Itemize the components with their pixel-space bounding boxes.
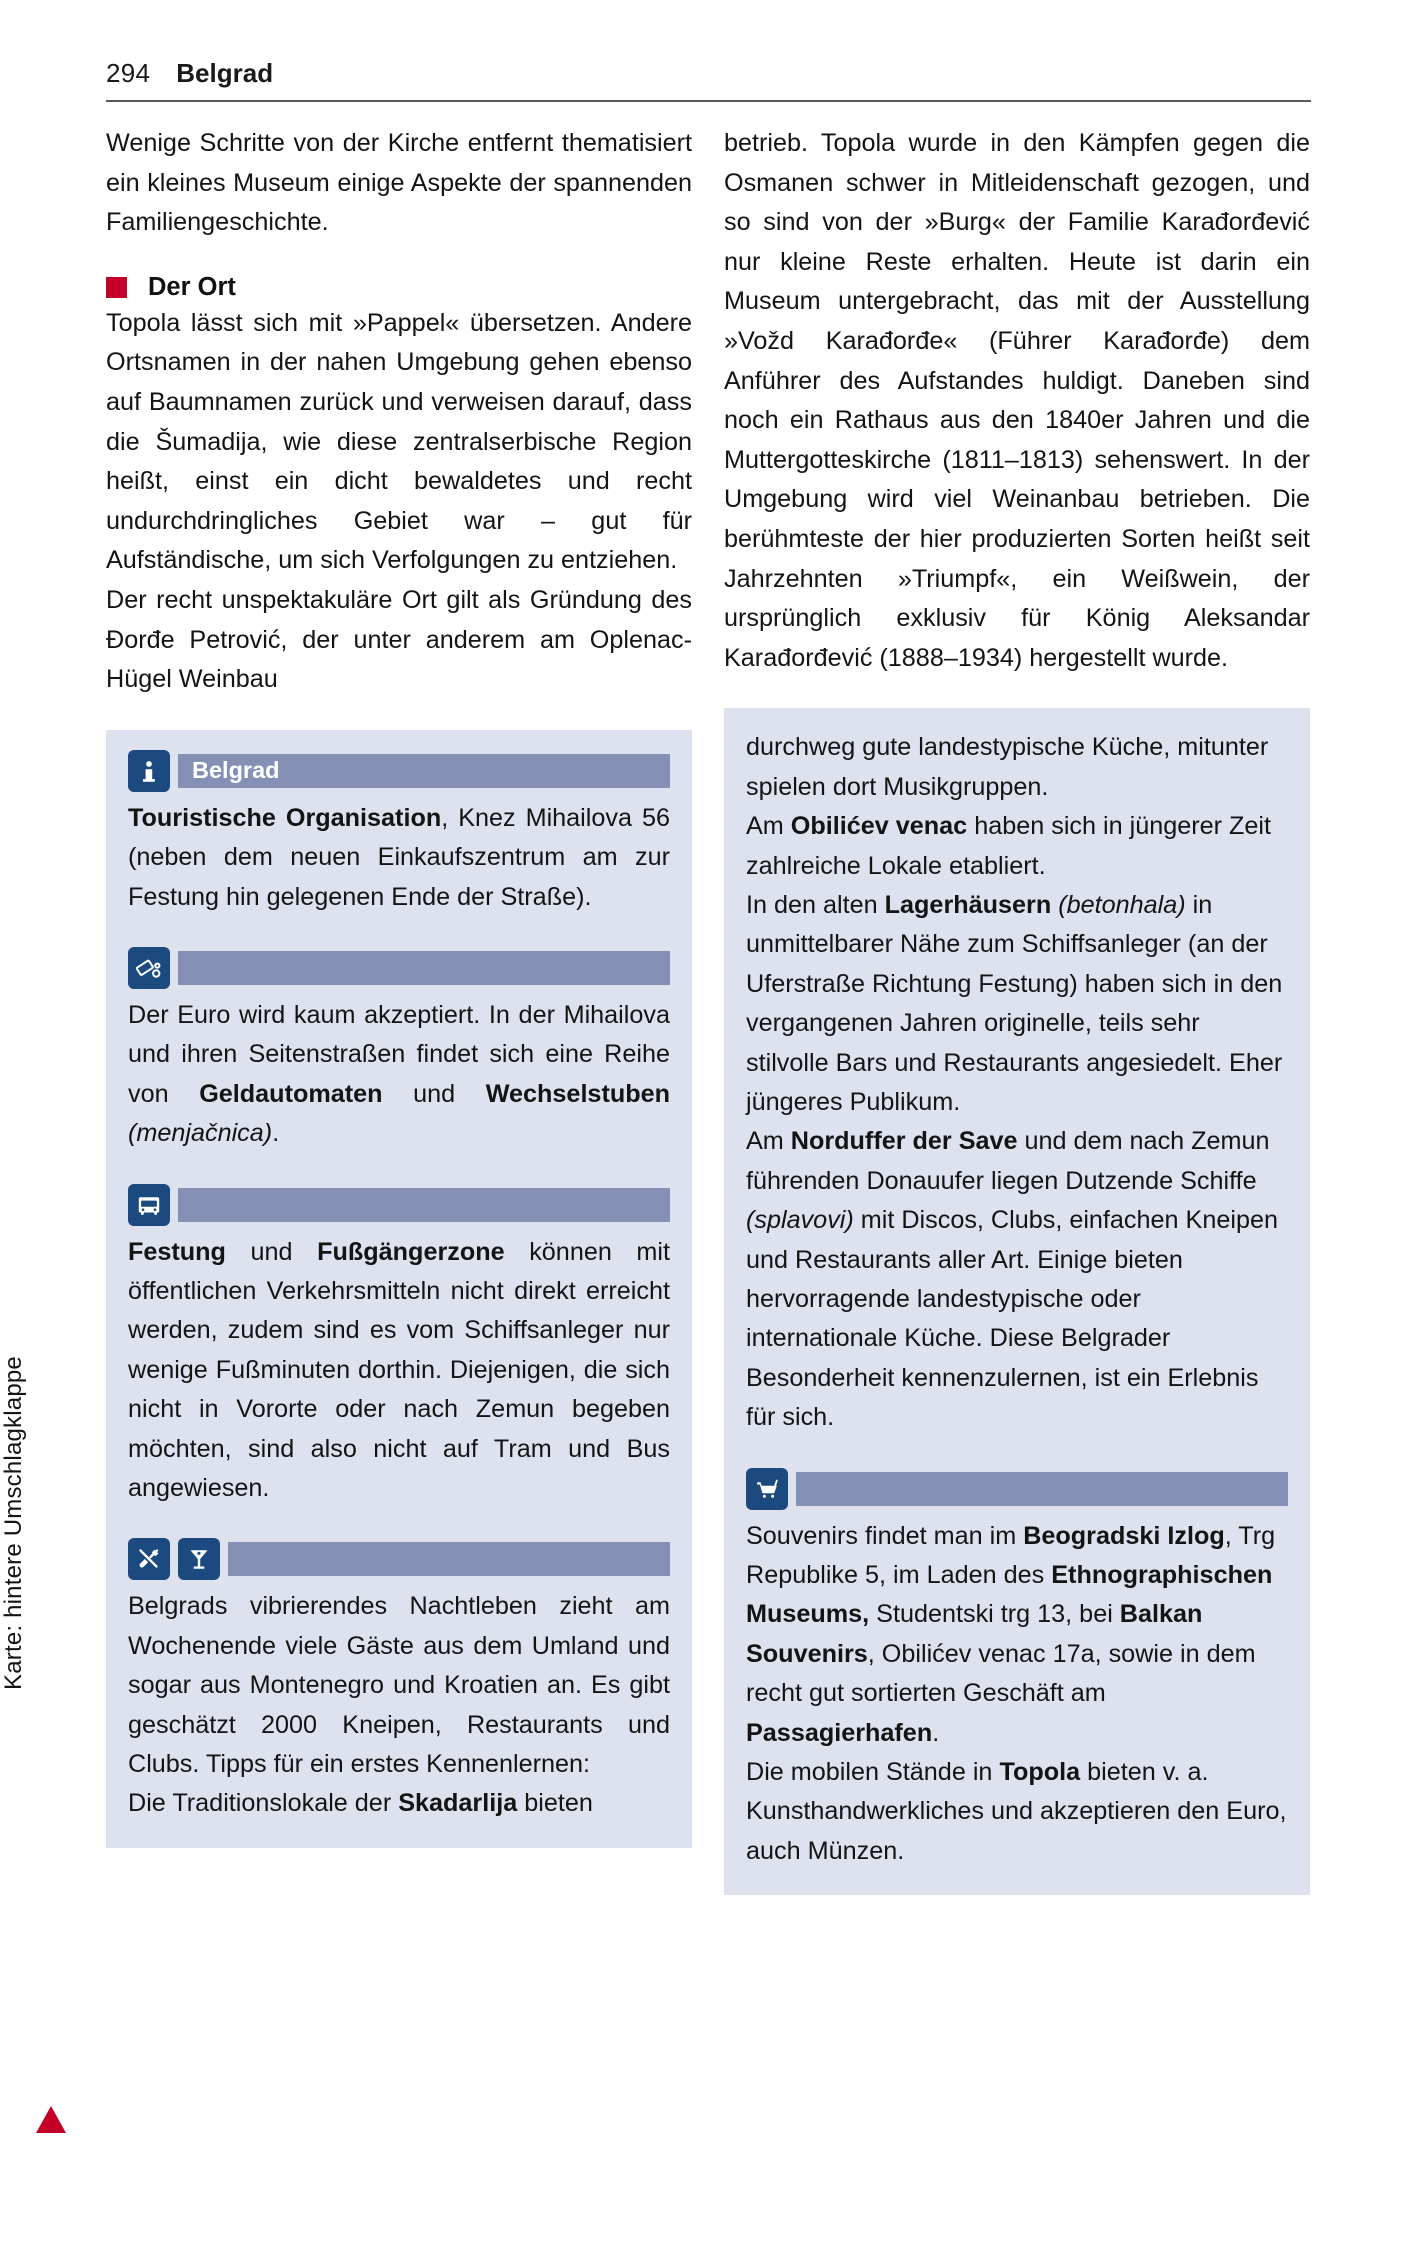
header-divider <box>106 100 1311 102</box>
infobox-bar-shopping <box>796 1472 1288 1506</box>
nightlife-continuation-line-4 <box>746 1122 1288 1437</box>
text: Souvenirs findet man im <box>746 1521 1024 1550</box>
continuation-paragraph: betrieb. Topola wurde in den Kämpfen gegen die Osmanen schwer in Mitleidenschaft gezogen, und so sind von der »Burg« der Familie Karađorđević nur kleine Reste erhalten. Heute ist darin ein Museum untergebracht, das mit der Ausstellung »Vožd Karađorđe« (Führer Karađorđe) dem Anführer des Aufstandes huldigt. Daneben sind noch ein Rathaus aus den 1840er Jahren und die Muttergotteskirche (1811–1813) sehenswert. In der Umgebung wird viel Weinanbau betrieben. Die berühmteste der hier produzierten Sorten heißt seit Jahrzehnten »Triumpf«, ein Weißwein, der ursprünglich exklusiv für König Aleksandar Karađorđević (1888–1934) hergestellt wurde. <box>724 129 1310 672</box>
section-heading-label: Der Ort <box>148 272 236 301</box>
side-map-note <box>0 1230 28 1690</box>
infobox-block-header-money <box>128 947 670 989</box>
red-square-icon <box>106 277 127 298</box>
cocktail-glass-icon <box>178 1538 220 1580</box>
infobox-bar-transport <box>178 1188 670 1222</box>
infobox-bold: Skadarlija <box>398 1789 518 1818</box>
infobox-transport-text <box>128 1233 670 1509</box>
text: bieten v. a. Kunsthandwerkliches und akzeptieren den Euro, auch Münzen. <box>746 1758 1287 1865</box>
infobox-text: , Knez Mihailova 56 (neben dem neuen Einkaufszentrum am zur Festung hin gelegenen Ende der Straße). <box>128 803 670 911</box>
section-paragraph-2: Der recht unspektakuläre Ort gilt als Gründung des Đorđe Petrović, der unter anderem am Oplenac-Hügel Weinbau <box>106 585 692 694</box>
infobox-block-header-tourist-info <box>128 750 670 792</box>
infobox-bold: Fußgängerzone <box>317 1237 505 1266</box>
restaurant-cutlery-icon <box>128 1538 170 1580</box>
infobox-bold: Festung <box>128 1237 226 1266</box>
text: . <box>932 1718 940 1747</box>
infobox-nightlife-text-2 <box>128 1784 670 1823</box>
infobox-left <box>106 730 692 1848</box>
nightlife-continuation-line-1: durchweg gute landestypische Küche, mitunter spielen dort Musikgruppen. <box>746 733 1269 801</box>
infobox-bold-lead: Touristische Organisation <box>128 803 442 832</box>
page-header <box>106 58 1311 89</box>
infobox-italic: (menjačnica) <box>128 1119 273 1148</box>
text: In den alten <box>746 890 885 919</box>
infobox-text: und <box>225 1237 318 1266</box>
section-paragraph-1: Topola lässt sich mit »Pappel« übersetzen. Andere Ortsnamen in der nahen Umgebung gehen ebenso auf Baumnamen zurück und verweisen darauf, dass die Šumadija, wie diese zentralserbische Region heißt, einst ein dicht bewaldetes und recht undurchdringliches Gebiet war – gut für Aufständische, um sich Verfolgungen zu entziehen. <box>106 308 692 575</box>
section-heading-der-ort <box>106 273 692 302</box>
infobox-money-text <box>128 996 670 1154</box>
shopping-cart-icon <box>746 1468 788 1510</box>
infobox-block-header-transport <box>128 1184 670 1226</box>
bold-place: Norduffer der Save <box>790 1127 1018 1156</box>
infobox-bar-tourist-info <box>178 754 670 788</box>
infobox-block-header-nightlife <box>128 1538 670 1580</box>
shopping-text-topola <box>746 1753 1288 1871</box>
triangle-up-icon <box>36 2106 66 2133</box>
content-columns <box>106 124 1311 1895</box>
text: , Obilićev venac 17a, sowie in dem recht gut sortierten Geschäft am <box>746 1639 1256 1708</box>
infobox-right <box>724 708 1310 1895</box>
infobox-block-header-shopping <box>746 1468 1288 1510</box>
infobox-bold: Wechselstuben <box>485 1079 670 1108</box>
infobox-bar-label: Belgrad <box>192 756 280 783</box>
text: haben sich in jüngerer Zeit zahlreiche Lokale etabliert. <box>746 812 1272 880</box>
bold-shop: Balkan Souvenirs <box>746 1600 1203 1668</box>
infobox-text: können mit öffentlichen Verkehrsmitteln nicht direkt erreicht werden, zudem sind es vom Schiffsanleger nur wenige Fußminuten dorthin. Diejenigen, die sich nicht in Vororte oder nach Zemun begeben möchten, sind also nicht auf Tram und Bus angewiesen. <box>128 1237 670 1502</box>
infobox-text: . <box>272 1119 280 1148</box>
bus-icon <box>128 1184 170 1226</box>
text: Die mobilen Stände in <box>746 1758 1000 1787</box>
text: , Trg Republike 5, im Laden des <box>746 1521 1276 1590</box>
infobox-text: Die Traditionslokale der <box>128 1789 399 1818</box>
bold-place: Obilićev venac <box>790 812 968 841</box>
page-title: Belgrad <box>176 58 274 88</box>
bold-shop: Beogradski Izlog <box>1023 1521 1225 1550</box>
italic-term: (splavovi) <box>746 1206 854 1235</box>
shopping-text-main <box>746 1517 1288 1753</box>
infobox-bar-money <box>178 951 670 985</box>
side-map-note-label: Karte: hintere Umschlagklappe <box>0 1356 27 1690</box>
text: Am <box>746 812 791 841</box>
text: mit Discos, Clubs, einfachen Kneipen und Restaurants aller Art. Einige bieten hervorragende landestypische oder internationale Küche. Diese Belgrader Besonderheit kennenzulernen, ist ein Erlebnis für sich. <box>746 1206 1278 1432</box>
bold-shop: Ethnographischen Museums, <box>746 1561 1273 1629</box>
text: Am <box>746 1127 791 1156</box>
nightlife-continuation-line-2 <box>746 807 1288 886</box>
bold-place: Lagerhäusern <box>884 890 1052 919</box>
money-banknote-coins-icon <box>128 947 170 989</box>
page-number: 294 <box>106 58 151 88</box>
spacer <box>724 678 1310 708</box>
bold-shop: Passagierhafen <box>746 1718 933 1747</box>
text: und dem nach Zemun führenden Donauufer liegen Dutzende Schiffe <box>746 1127 1270 1195</box>
text: in unmittelbarer Nähe zum Schiffsanleger (an der Uferstraße Richtung Festung) haben sich in den vergangenen Jahren originelle, teils sehr stilvolle Bars und Restaurants angesiedelt. Eher jüngeres Publikum. <box>746 890 1283 1116</box>
infobox-text: Der Euro wird kaum akzeptiert. In der Mihailova und ihren Seitenstraßen findet sich eine Reihe von <box>128 1000 670 1108</box>
infobox-bold: Geldautomaten <box>199 1079 383 1108</box>
infobox-nightlife-text: Belgrads vibrierendes Nachtleben zieht am Wochenende viele Gäste aus dem Umland und sogar aus Montenegro und Kroatien an. Es gibt geschätzt 2000 Kneipen, Restaurants und Clubs. Tipps für ein erstes Kennenlernen: <box>128 1592 670 1779</box>
nightlife-continuation-line-3 <box>746 886 1288 1122</box>
info-icon <box>128 750 170 792</box>
text: Studentski trg 13, bei <box>869 1600 1120 1629</box>
infobox-tourist-info-text <box>128 799 670 917</box>
italic-term: (betonhala) <box>1051 890 1186 919</box>
spacer <box>106 700 692 730</box>
spacer <box>106 243 692 273</box>
infobox-bar-nightlife <box>228 1542 670 1576</box>
infobox-text: bieten <box>517 1789 593 1818</box>
right-column <box>724 124 1310 1895</box>
infobox-text: und <box>382 1079 486 1108</box>
left-column <box>106 124 692 1895</box>
bold-shop: Topola <box>999 1758 1081 1787</box>
intro-paragraph: Wenige Schritte von der Kirche entfernt thematisiert ein kleines Museum einige Aspekte der spannenden Familiengeschichte. <box>106 129 692 237</box>
